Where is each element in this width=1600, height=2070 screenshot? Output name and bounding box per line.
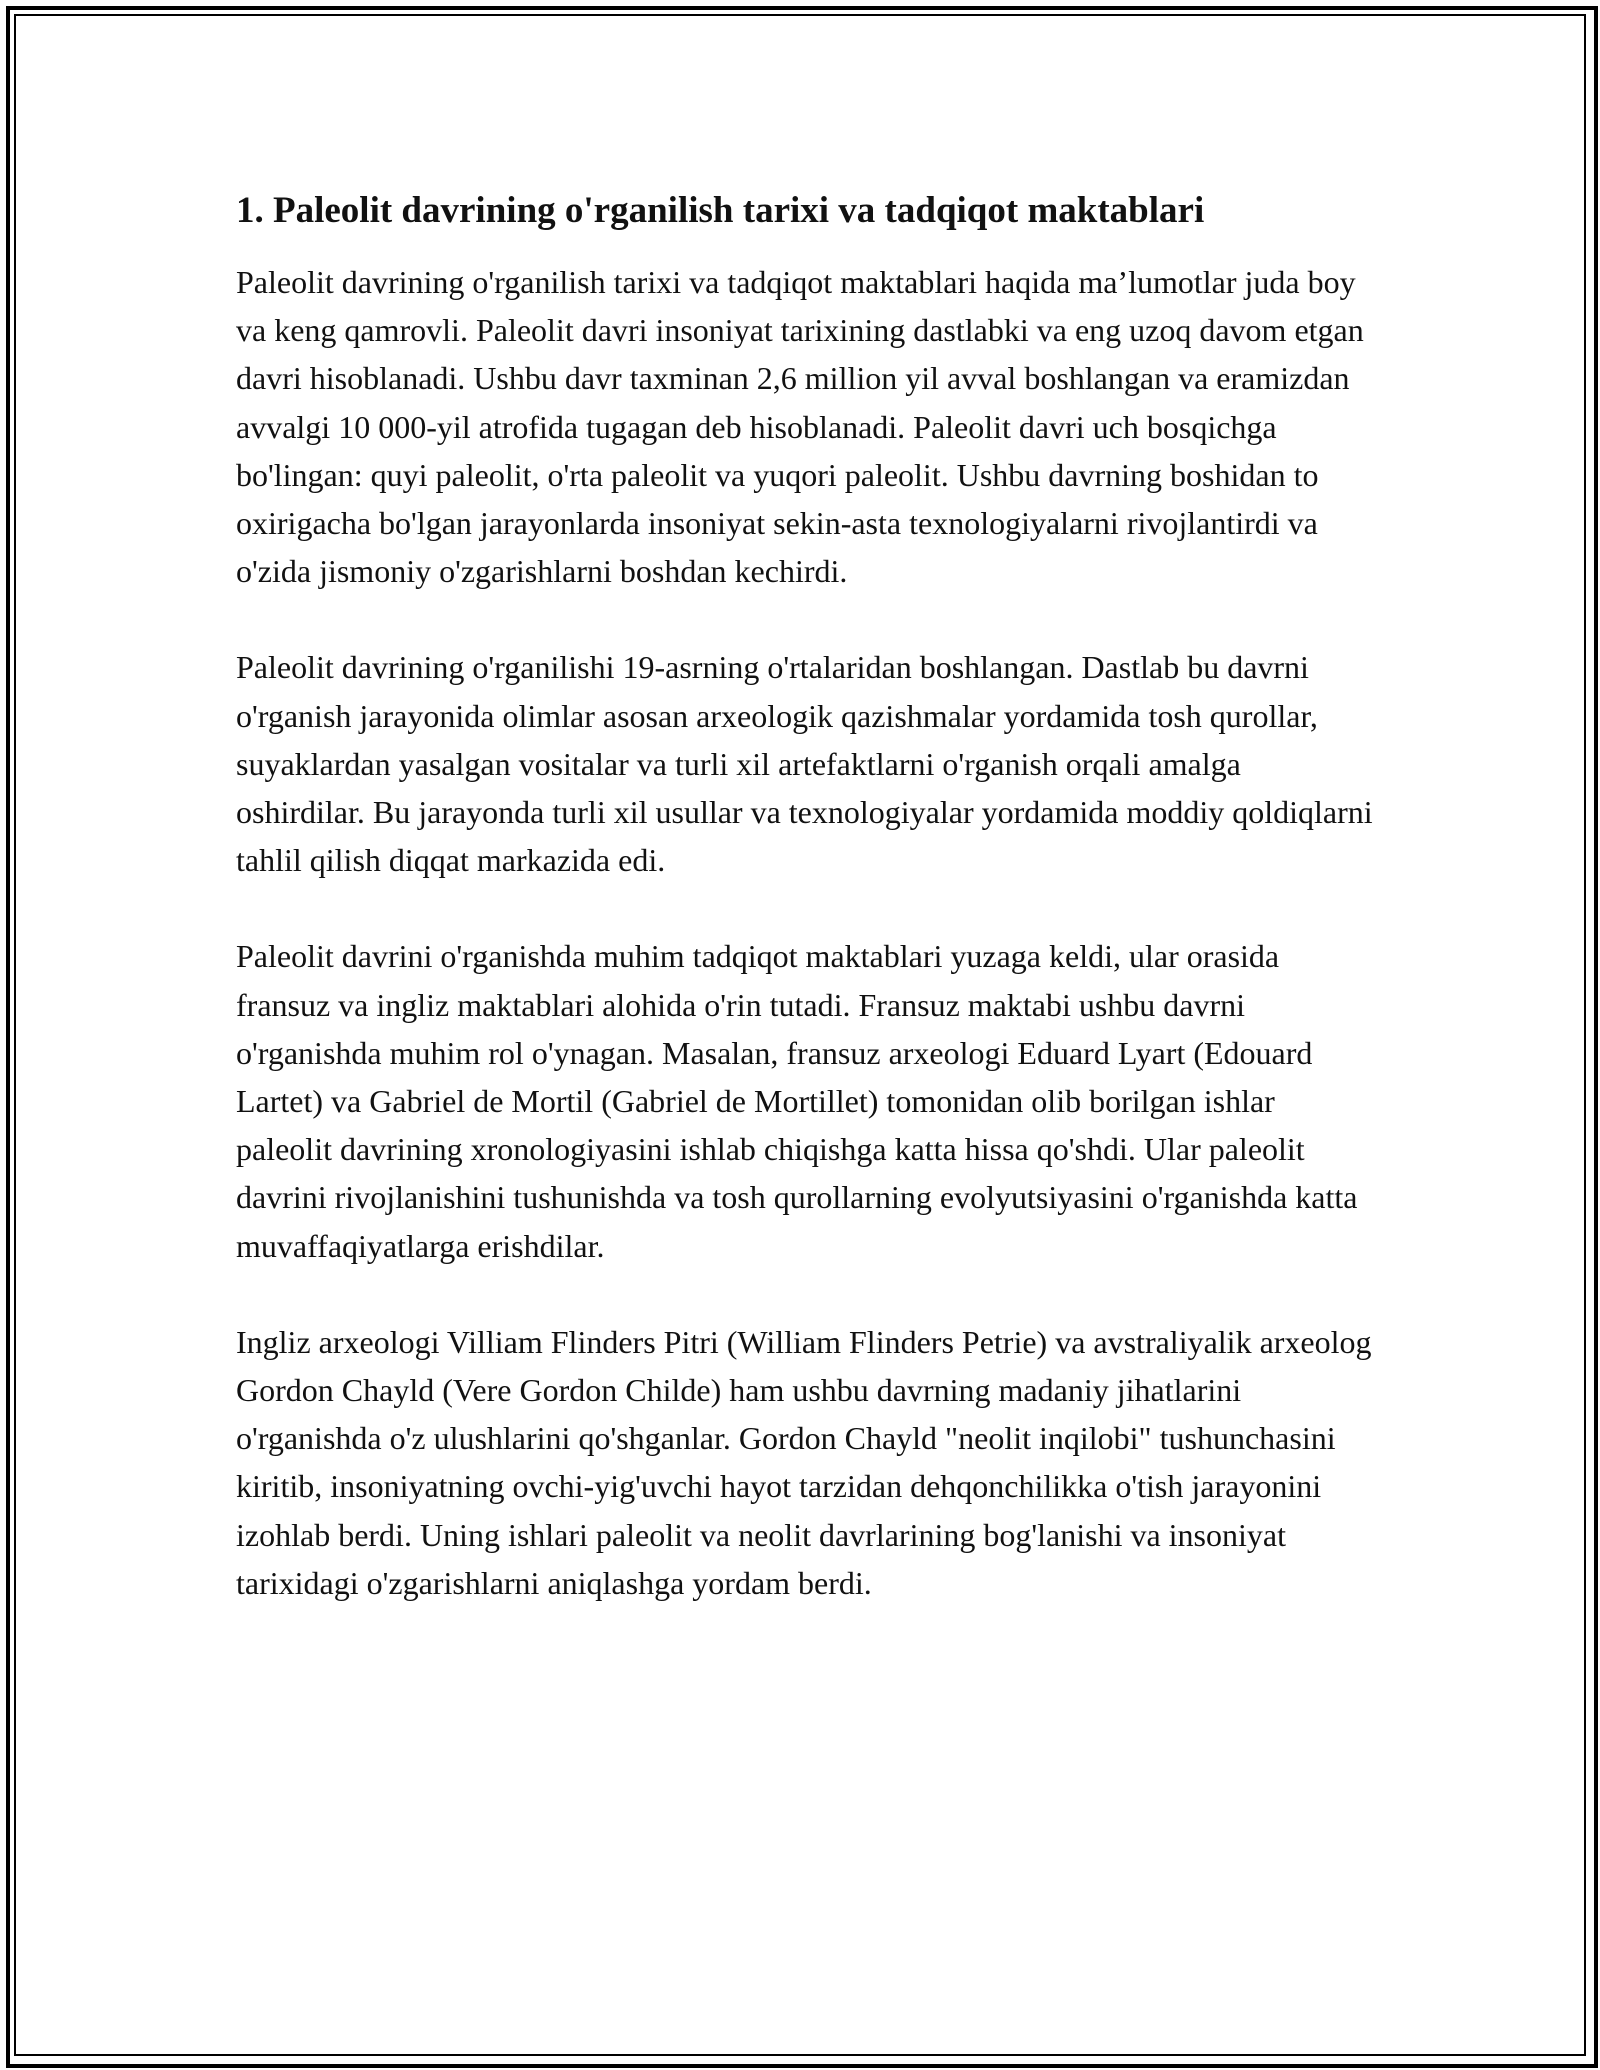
document-body: [236, 186, 1376, 1607]
paragraph-french-school: Paleolit davrini o'rganishda muhim tadqiqot maktablari yuzaga keldi, ular orasida fransuz va ingliz maktablari alohida o'rin tutadi. Fransuz maktabi ushbu davrni o'rganishda muhim rol o'ynagan. Masalan, fransuz arxeologi Eduard Lyart (Edouard Lartet) va Gabriel de Mortil (Gabriel de Mortillet) tomonidan olib borilgan ishlar paleolit davrining xronologiyasini ishlab chiqishga katta hissa qo'shdi. Ular paleolit davrini rivojlanishini tushunishda va tosh qurollarning evolyutsiyasini o'rganishda katta muvaffaqiyatlarga erishdilar.: [236, 938, 1358, 1264]
paragraph-history-overview: Paleolit davrining o'rganilish tarixi va tadqiqot maktablari haqida ma’lumotlar juda boy va keng qamrovli. Paleolit davri insoniyat tarixining dastlabki va eng uzoq davom etgan davri hisoblanadi. Ushbu davr taxminan 2,6 million yil avval boshlangan va eramizdan avvalgi 10 000-yil atrofida tugagan deb hisoblanadi. Paleolit davri uch bosqichga bo'lingan: quyi paleolit, o'rta paleolit va yuqori paleolit. Ushbu davrning boshidan to oxirigacha bo'lgan jarayonlarda insoniyat sekin-asta texnologiyalarni rivojlantirdi va o'zida jismoniy o'zgarishlarni boshdan kechirdi.: [236, 264, 1364, 590]
paragraph-english-school: Ingliz arxeologi Villiam Flinders Pitri (William Flinders Petrie) va avstraliyalik arxeolog Gordon Chayld (Vere Gordon Childe) ham ushbu davrning madaniy jihatlarini o'rganishda o'z ulushlarini qo'shganlar. Gordon Chayld "neolit inqilobi" tushunchasini kiritib, insoniyatning ovchi-yig'uvchi hayot tarzidan dehqonchilikka o'tish jarayonini izohlab berdi. Uning ishlari paleolit va neolit davrlarining bog'lanishi va insoniyat tarixidagi o'zgarishlarni aniqlashga yordam berdi.: [236, 1323, 1372, 1601]
document-title: 1. Paleolit davrining o'rganilish tarixi va tadqiqot maktablari: [236, 190, 1205, 231]
paragraph-study-beginnings: Paleolit davrining o'rganilishi 19-asrning o'rtalaridan boshlangan. Dastlab bu davrni o'rganish jarayonida olimlar asosan arxeologik qazishmalar yordamida tosh qurollar, suyaklardan yasalgan vositalar va turli xil artefaktlarni o'rganish orqali amalga oshirdilar. Bu jarayonda turli xil usullar va texnologiyalar yordamida moddiy qoldiqlarni tahlil qilish diqqat markazida edi.: [236, 649, 1373, 879]
